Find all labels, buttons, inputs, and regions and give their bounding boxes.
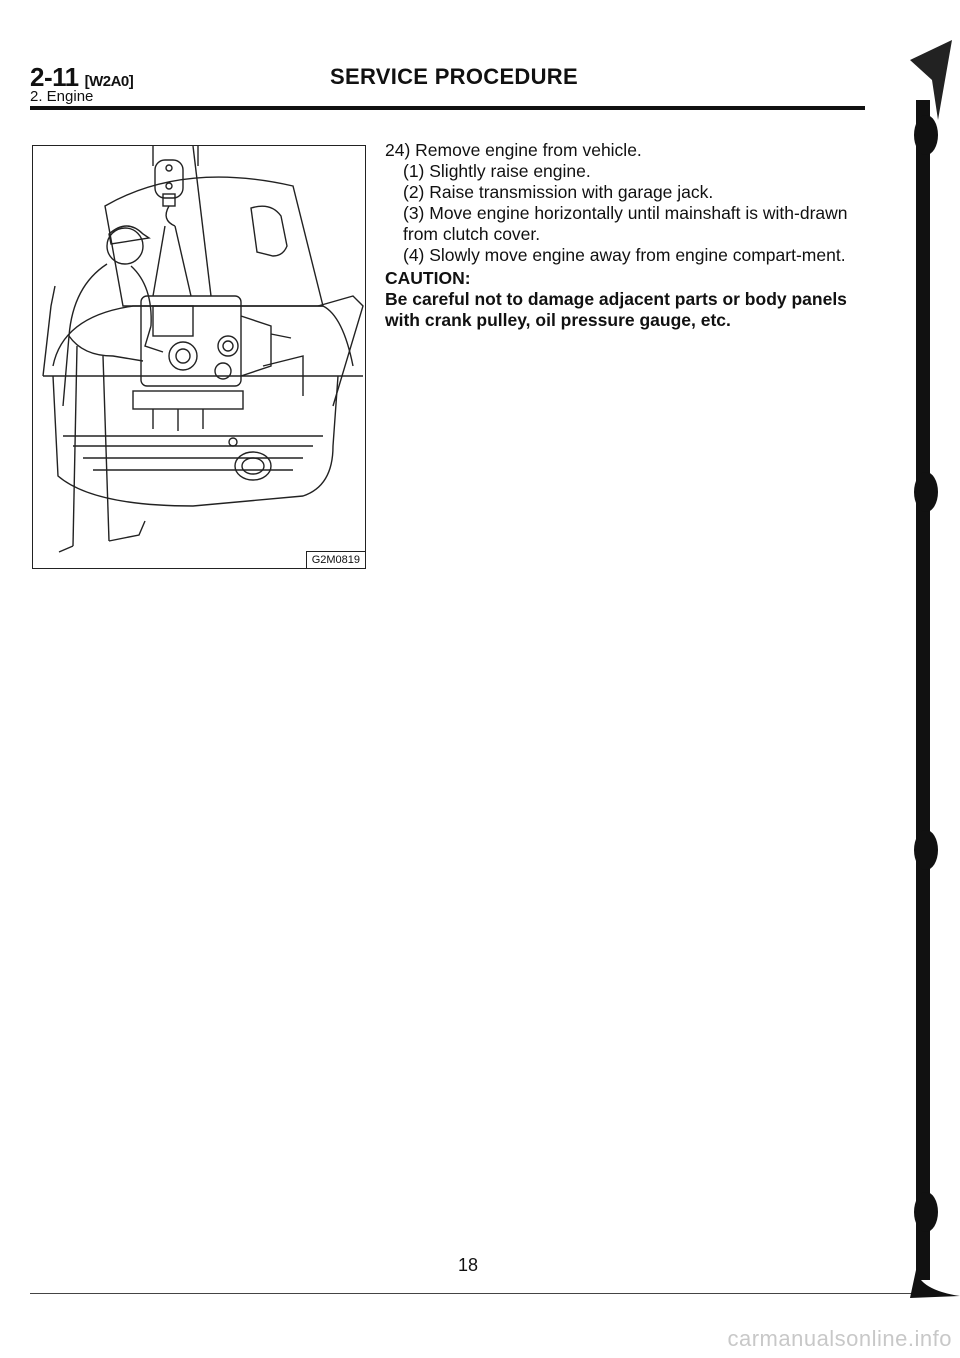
footer-rule (30, 1293, 940, 1294)
caution-label: CAUTION: (385, 268, 471, 288)
header-rule (30, 106, 865, 110)
substep-3: (3) Move engine horizontally until mainshaft is with-drawn from clutch cover. (403, 203, 848, 244)
section-code: [W2A0] (84, 73, 134, 90)
procedure-step: 24) Remove engine from vehicle. (385, 140, 642, 160)
binding-edge (890, 0, 960, 1300)
engine-removal-illustration (33, 146, 366, 569)
watermark: carmanualsonline.info (727, 1326, 952, 1351)
substep-2: (2) Raise transmission with garage jack. (403, 182, 714, 202)
substep-1: (1) Slightly raise engine. (403, 161, 591, 181)
binding-spine (916, 100, 930, 1280)
page-folio: 18 (458, 1255, 479, 1275)
binding-hole-1 (914, 115, 938, 155)
binding-hole-4 (914, 1192, 938, 1232)
caution-text: Be careful not to damage adjacent parts or body panels with crank pulley, oil pressure gauge, etc. (385, 289, 847, 330)
engine-removal-figure (32, 145, 366, 569)
section-name: 2. Engine (30, 88, 94, 105)
page-title: SERVICE PROCEDURE (330, 64, 578, 89)
figure-id: G2M0819 (306, 551, 365, 568)
binding-hole-2 (914, 472, 938, 512)
page-number-text: 2-11 (30, 62, 79, 92)
procedure-text (385, 140, 870, 331)
substep-4: (4) Slowly move engine away from engine compart-ment. (403, 245, 846, 265)
binding-hole-3 (914, 830, 938, 870)
